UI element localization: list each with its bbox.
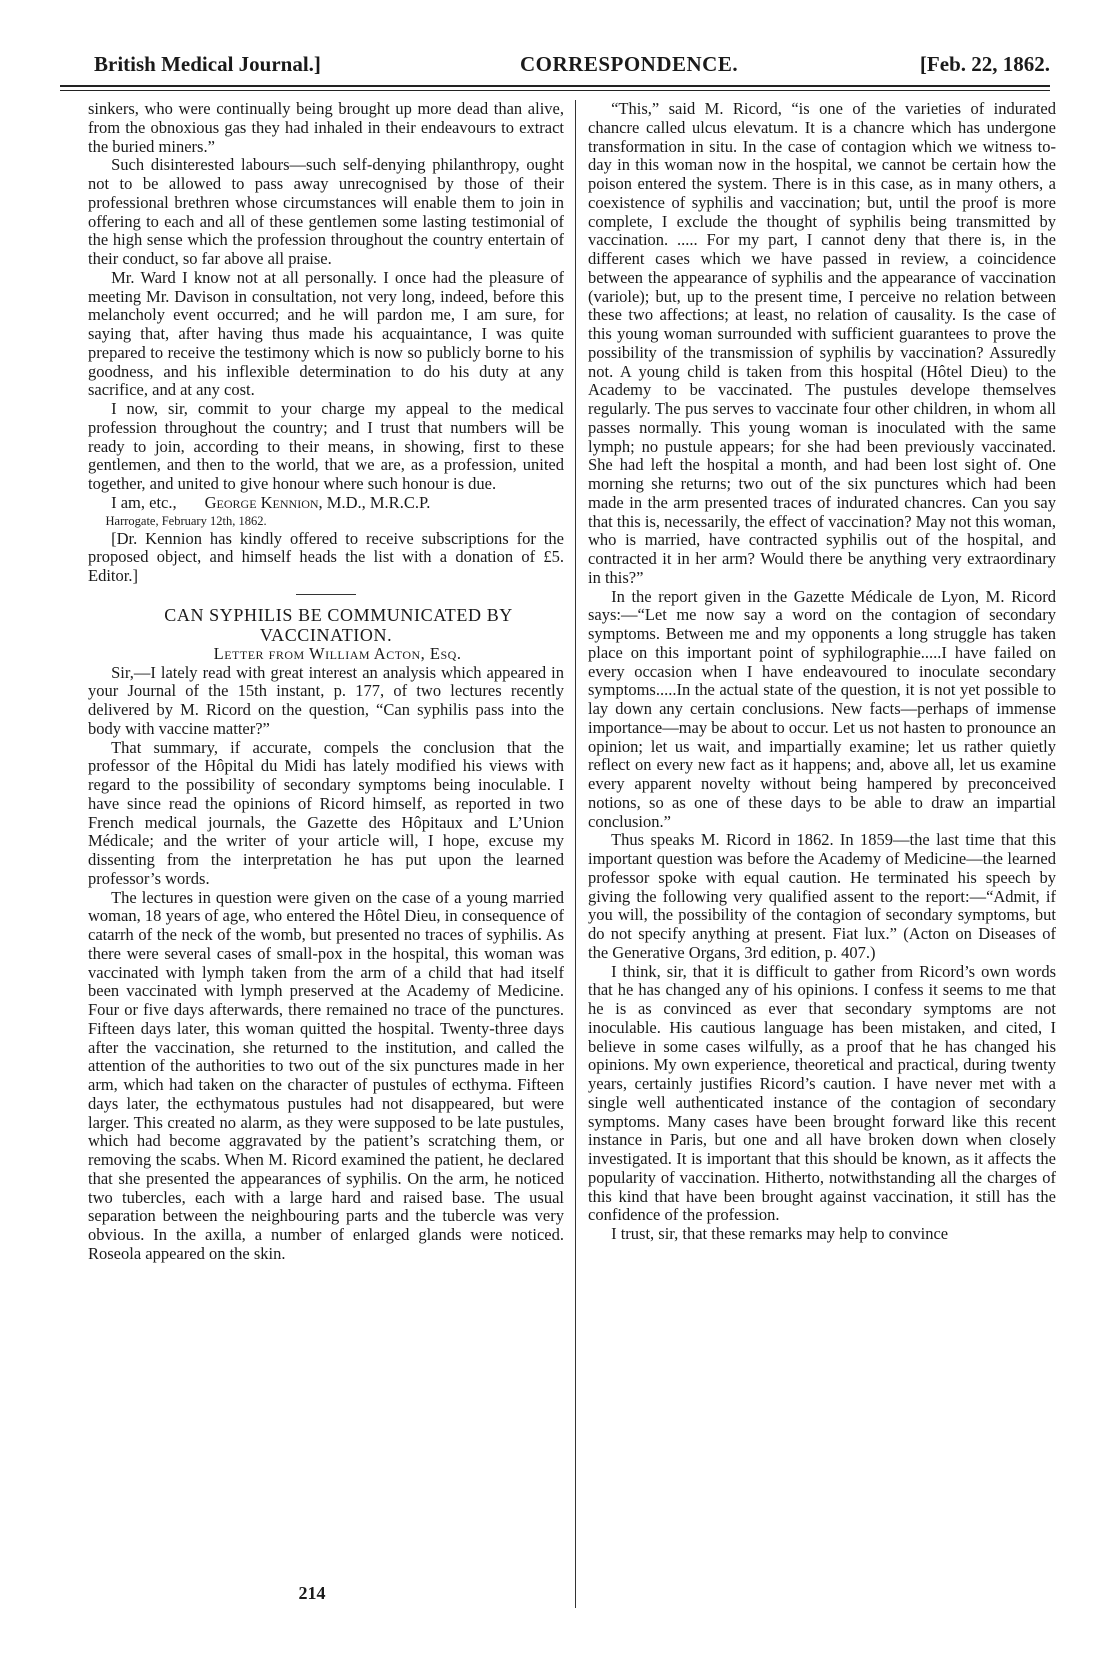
section-title: CORRESPONDENCE. [520,52,739,76]
signature-line [88,494,564,513]
left-column [88,100,564,1264]
editor-note: [Dr. Kennion has kindly offered to receive subscriptions for the proposed object, and himself heads the list with a donation of £5. Editor.] [88,528,564,585]
paragraph: I trust, sir, that these remarks may help to convince [611,1224,949,1243]
paragraph: The lectures in question were given on the case of a young married woman, 18 years of age, who entered the Hôtel Dieu, in consequence of catarrh of the neck of the womb, but presented no traces of syphilis. As there were several cases of small-pox in the hospital, this woman was vaccinated with lymph taken from the arm of a child that had itself been vaccinated with lymph preserved at the Academy of Medicine. Four or five days afterwards, there remained no trace of the punctures. Fifteen days later, this woman quitted the hospital. Twenty-three days after the vaccination, she returned to the institution, and called the attention of the authorities to two out of the six punctures made in her arm, which had taken on the character of pustules of ecthyma. Fifteen days later, the ecthymatous pustules had not disappeared, but were larger. This created no alarm, as they were supposed to be late pustules, which had become aggravated by the patient’s scratching them, or removing the scabs. When M. Ricord examined the patient, he declared that she presented the appearances of syphilis. On the arm, he noticed two tubercles, each with a large hard and raised base. The usual separation between the neighbouring parts and the tubercle was very obvious. In the axilla, a number of enlarged glands were noticed. Roseola appeared on the skin. [88,887,564,1263]
column-divider [575,100,576,1608]
running-header [60,46,1050,86]
issue-date: [Feb. 22, 1862. [919,52,1050,76]
paragraph: Such disinterested labours—such self-denying philanthropy, ought not to be allowed to pass away unrecognised by those of their professional brethren whose circumstances will enable them to join in offering to each and all of these gentlemen some lasting testimonial of the high sense which the profession throughout the country entertain of their conduct, so far above all praise. [88,155,564,268]
place-date: Harrogate, February 12th, 1862. [105,513,267,528]
paragraph: I think, sir, that it is difficult to gather from Ricord’s own words that he has changed any of his opinions. I confess it seems to me that he is as convinced as ever that secondary symptoms are not inoculable. His cautious language has been mistaken, and cited, I believe in some cases wilfully, as a proof that he has changed his opinions. My own experience, theoretical and practical, during twenty years, certainly justifies Ricord’s caution. I have never met with a single well authenticated instance of the contagion of secondary symptoms. Many cases have been brought forward like this recent instance in Paris, but one and all have broken down when closely investigated. It is important that this should be known, as it affects the popularity of vaccination. Hitherto, notwithstanding all the charges of this kind that have been brought against vaccination, it still has the confidence of the profession. [588,961,1056,1225]
journal-name: British Medical Journal.] [94,52,321,76]
right-column [588,100,1056,1244]
signature-name: George Kennion, M.D., M.R.C.P. [204,492,431,512]
section-separator [296,594,356,595]
header-rule-thin [60,90,1050,91]
paragraph: That summary, if accurate, compels the conclusion that the professor of the Hôpital du Midi has lately modified his views with regard to the possibility of secondary symptoms being inoculable. I have since read the opinions of Ricord himself, as reported in two French medical journals, the Gazette des Hôpitaux and L’Union Médicale; and the writer of your article will, I hope, excuse my dissenting from the interpretation he has put upon the learned professor’s words. [88,737,564,888]
page-number: 214 [298,1583,326,1603]
article-subtitle: Letter from William Acton, Esq. [213,643,462,663]
paragraph: I now, sir, commit to your charge my appeal to the medical profession throughout the country; and I trust that numbers will be ready to join, according to their means, in showing, first to these gentlemen, and then to the world, that we are, as a profession, united together, and united to give honour where such honour is due. [88,399,564,493]
paragraph: Sir,—I lately read with great interest an analysis which appeared in your Journal of the 15th instant, p. 177, of two lectures recently delivered by M. Ricord on the question, “Can syphilis pass into the body with vaccine matter?” [88,662,564,738]
paragraph: sinkers, who were continually being brought up more dead than alive, from the obnoxious gas they had inhaled in their endeavours to extract the buried miners.” [88,99,564,156]
paragraph: Mr. Ward I know not at all personally. I once had the pleasure of meeting Mr. Davison in consultation, not very long, indeed, before this melancholy event occurred; and he will pardon me, I am sure, for saying that, after having thus made his acquaintance, I was quite prepared to receive the testimony which is now so publicly borne to his goodness, and his inflexible determination to do his duty at any sacrifice, and at any cost. [88,267,564,400]
paragraph: “This,” said M. Ricord, “is one of the varieties of indurated chancre called ulcus elevatum. It is a chancre which has undergone transformation in situ. In the case of contagion which we witness to-day in this woman now in the hospital, we cannot be certain how the poison entered the system. There is in this case, as in many others, a coexistence of syphilis and vaccination; but, until the proof is more complete, I exclude the thought of syphilis being transmitted by vaccination. ..... For my part, I cannot deny that there is, in the different cases which we have passed in review, a coincidence between the appearance of syphilis and the appearance of vaccination (variole); but, up to the present time, I perceive no relation between these two affections; at least, no relation of causality. Is the case of this young woman surrounded with sufficient guarantees to prove the possibility of the transmission of syphilis by vaccination? Assuredly not. A young child is taken from this hospital (Hôtel Dieu) to the Academy to be vaccinated. The pustules develope themselves regularly. The pus serves to vaccinate four other children, in whom all passes normally. This young woman is inoculated with the same lymph; no pustule appears; for she had been previously vaccinated. She had left the hospital a month, and had been lost sight of. One morning she returns; two out of the six punctures which had been made in the arm presented traces of indurated chancres. Can you say that this is, necessarily, the effect of vaccination? May not this woman, who is married, have contracted syphilis out of the hospital, and contracted it in her arm? Would there be anything very extraordinary in this?” [588,99,1056,587]
paragraph: Thus speaks M. Ricord in 1862. In 1859—the last time that this important question was before the Academy of Medicine—the learned professor spoke with equal caution. He terminated his speech by giving the following very qualified assent to the report:—“Admit, if you will, the possibility of the contagion of secondary symptoms, but do not specify anything at present. Fiat lux.” (Acton on Diseases of the Generative Organs, 3rd edition, p. 407.) [588,830,1056,962]
article-title: CAN SYPHILIS BE COMMUNICATED BY VACCINATION. [164,604,513,645]
header-rule [60,85,1050,87]
paragraph: In the report given in the Gazette Médicale de Lyon, M. Ricord says:—“Let me now say a word on the contagion of secondary symptoms. Between me and my opponents a long struggle has taken place on this important point of syphilographie.....I have failed on every occasion when I have endeavoured to inoculate secondary symptoms.....In the actual state of the question, it is not yet possible to lay down any certain conclusions. New facts—perhaps of immense importance—may be about to occur. Let us not hasten to pronounce an opinion; let us wait, and impartially examine; let us rather quietly reflect on every new fact as it happens; and, above all, let us examine every apparent novelty without being hampered by preconceived notions, so as one of these days to be able to draw an impartial conclusion.” [588,586,1056,831]
sign-off: I am, etc., [111,492,177,512]
